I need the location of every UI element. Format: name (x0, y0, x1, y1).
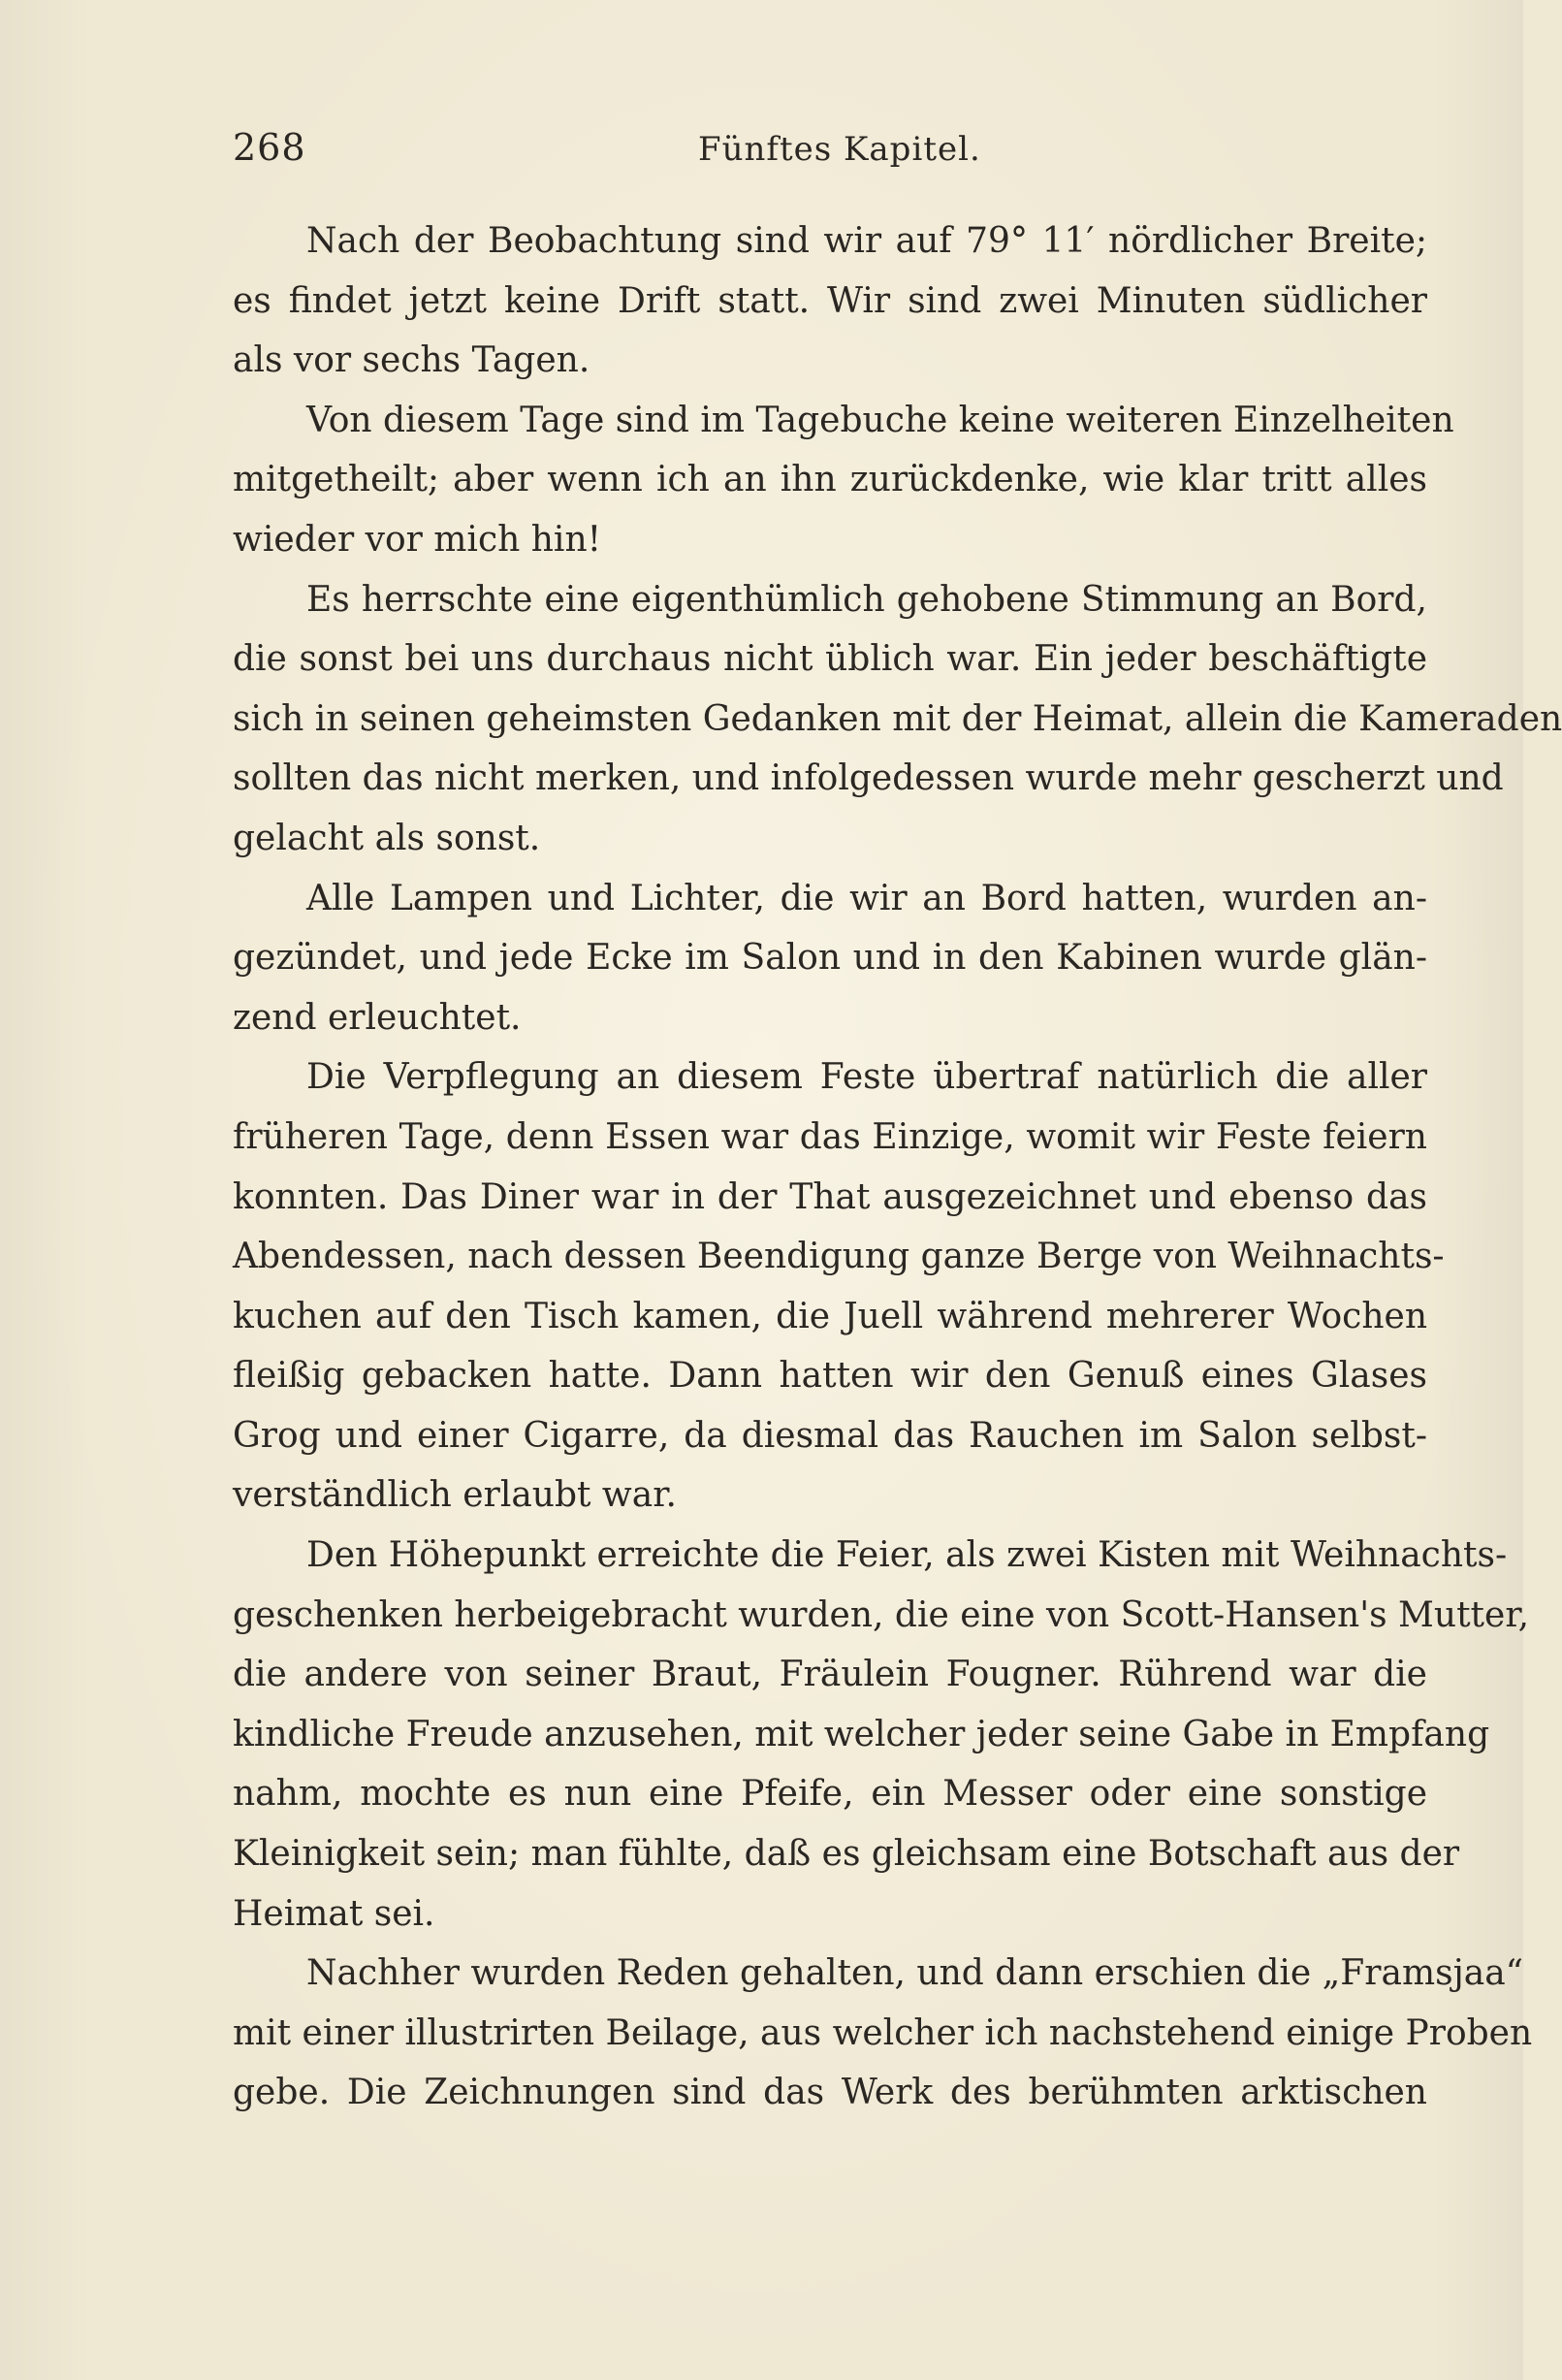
body-text (233, 211, 1562, 2123)
text-line: früheren Tage, denn Essen war das Einzige, womit wir Feste feiern (233, 1116, 1427, 1157)
text-line: Alle Lampen und Lichter, die wir an Bord hatten, wurden an- (306, 878, 1427, 918)
text-line: kindliche Freude anzusehen, mit welcher jeder seine Gabe in Empfang (233, 1714, 1490, 1754)
text-line: fleißig gebacken hatte. Dann hatten wir den Genuß eines Glases (233, 1356, 1427, 1397)
text-line: verständlich erlaubt war. (233, 1475, 677, 1516)
text-line: Abendessen, nach dessen Beendigung ganze Berge von Weihnachts- (233, 1237, 1445, 1277)
text-line: Nachher wurden Reden gehalten, und dann erschien die „Framsjaa“ (306, 1953, 1524, 1994)
text-line: Die Verpflegung an diesem Feste übertraf natürlich die aller (306, 1057, 1427, 1098)
text-line: Heimat sei. (233, 1893, 435, 1934)
text-line: gebe. Die Zeichnungen sind das Werk des berühmten arktischen (233, 2073, 1427, 2113)
text-line: es findet jetzt keine Drift statt. Wir sind zwei Minuten südlicher (233, 280, 1427, 321)
text-line: geschenken herbeigebracht wurden, die eine von Scott-Hansen's Mutter, (233, 1594, 1530, 1635)
text-line: zend erleuchtet. (233, 997, 522, 1038)
text-line: Nach der Beobachtung sind wir auf 79° 11′ nördlicher Breite; (306, 221, 1427, 261)
text-line: mit einer illustrirten Beilage, aus welcher ich nachstehend einige Proben (233, 2012, 1533, 2053)
text-line: kuchen auf den Tisch kamen, die Juell während mehrerer Wochen (233, 1296, 1427, 1336)
text-line: konnten. Das Diner war in der That ausgezeichnet und ebenso das (233, 1176, 1427, 1217)
text-line: Grog und einer Cigarre, da diesmal das Rauchen im Salon selbst- (233, 1415, 1427, 1456)
text-line: die andere von seiner Braut, Fräulein Fougner. Rührend war die (233, 1655, 1427, 1695)
running-head: Fünftes Kapitel. (698, 130, 981, 169)
text-line: Es herrschte eine eigenthümlich gehobene Stimmung an Bord, (306, 579, 1427, 620)
text-line: mitgetheilt; aber wenn ich an ihn zurückdenke, wie klar tritt alles (233, 460, 1427, 500)
page-header (233, 126, 1435, 184)
text-line: Den Höhepunkt erreichte die Feier, als zwei Kisten mit Weihnachts- (306, 1535, 1508, 1576)
text-line: wieder vor mich hin! (233, 519, 602, 560)
text-line: sollten das nicht merken, und infolgedessen wurde mehr gescherzt und (233, 758, 1504, 799)
text-line: gelacht als sonst. (233, 818, 541, 858)
text-line: die sonst bei uns durchaus nicht üblich war. Ein jeder beschäftigte (233, 639, 1427, 680)
text-line: Von diesem Tage sind im Tagebuche keine weiteren Einzelheiten (306, 400, 1454, 440)
text-line: als vor sechs Tagen. (233, 340, 590, 381)
text-line: nahm, mochte es nun eine Pfeife, ein Messer oder eine sonstige (233, 1774, 1427, 1815)
text-line: gezündet, und jede Ecke im Salon und in den Kabinen wurde glän- (233, 938, 1427, 979)
text-line: sich in seinen geheimsten Gedanken mit der Heimat, allein die Kameraden (233, 698, 1562, 739)
text-line: Kleinigkeit sein; man fühlte, daß es gleichsam eine Botschaft aus der (233, 1834, 1460, 1875)
page-number: 268 (233, 126, 306, 169)
